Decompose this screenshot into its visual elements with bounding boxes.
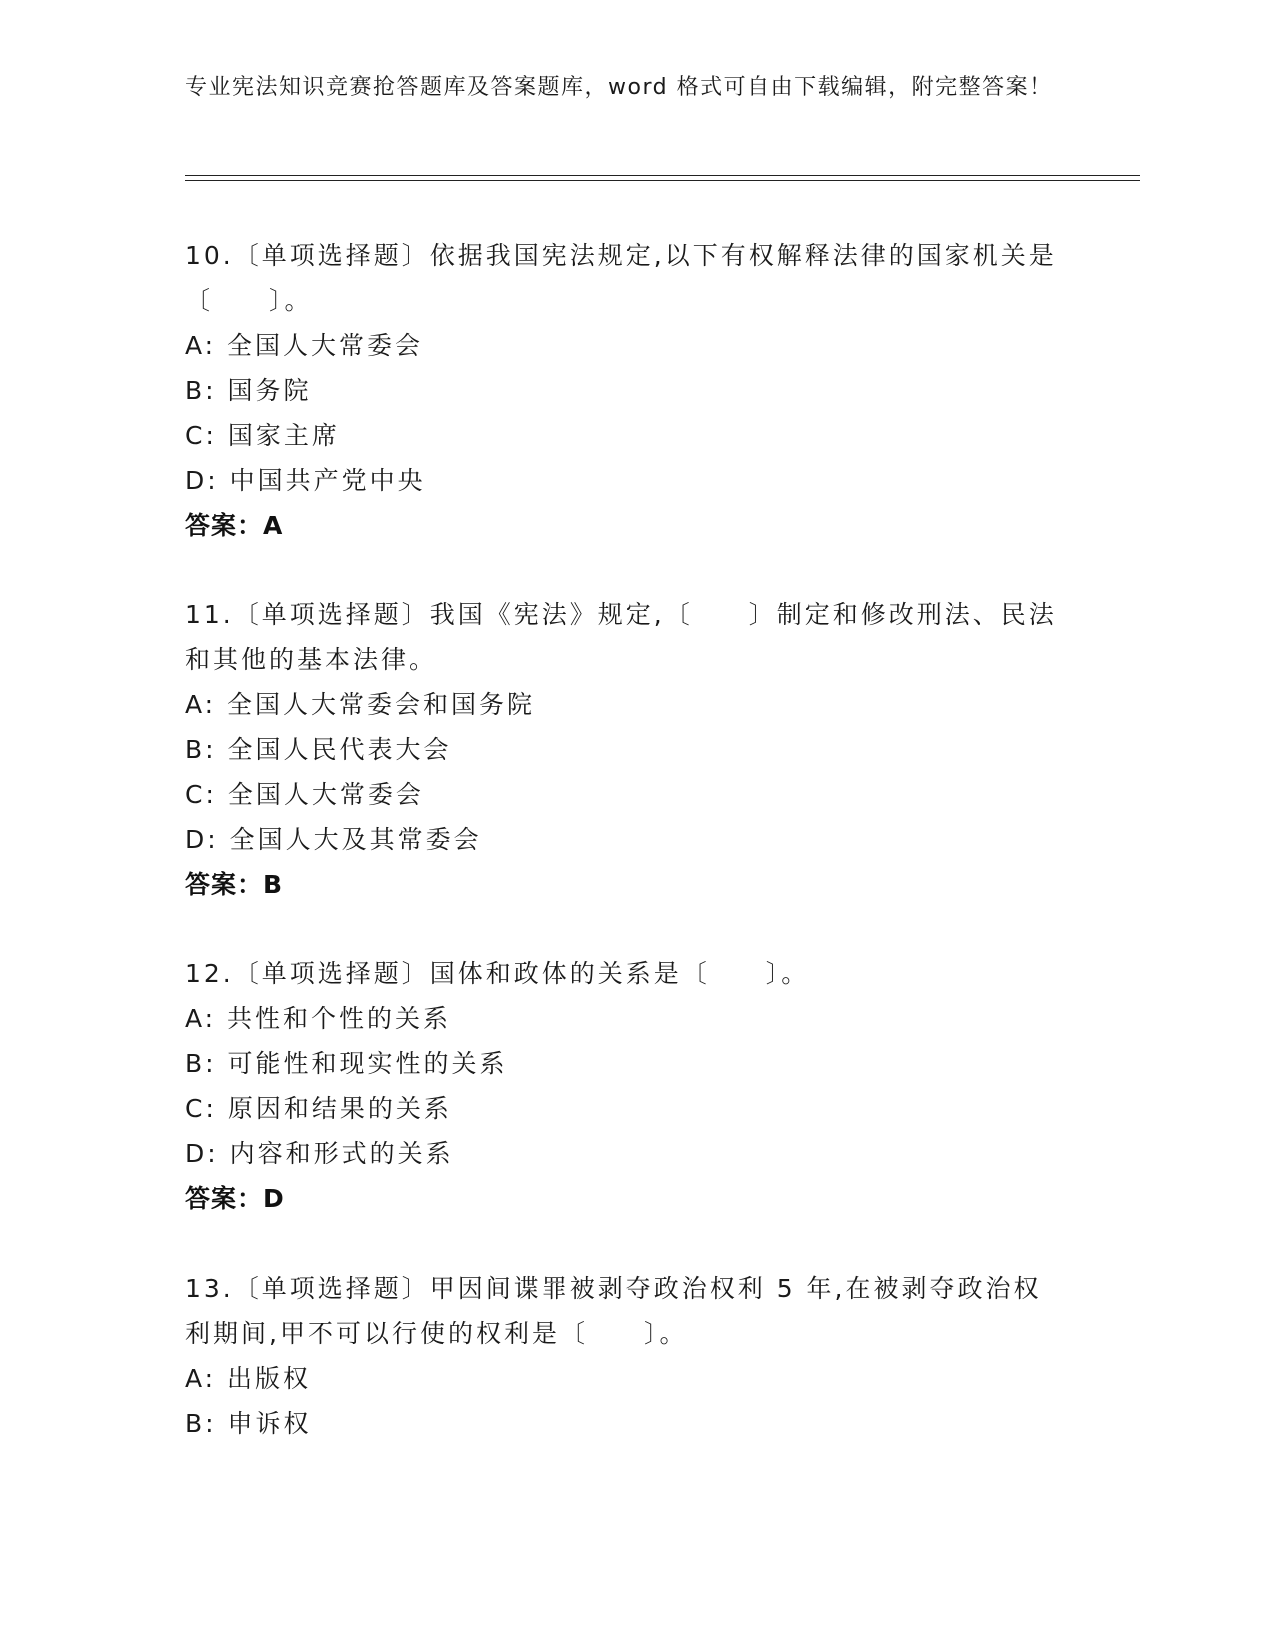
question-11 [185,592,1065,907]
option-b: B: 申诉权 [185,1409,312,1438]
question-stem: 10.〔单项选择题〕依据我国宪法规定,以下有权解释法律的国家机关是〔 〕。 [185,241,1057,315]
option-b: B: 国务院 [185,376,312,405]
option-d: D: 全国人大及其常委会 [185,825,482,854]
option-a: A: 全国人大常委会和国务院 [185,690,536,719]
option-d: D: 中国共产党中央 [185,466,426,495]
option-b: B: 可能性和现实性的关系 [185,1049,508,1078]
answer: 答案：A [185,511,284,540]
option-a: A: 出版权 [185,1364,312,1393]
question-12 [185,951,1065,1221]
option-a: A: 共性和个性的关系 [185,1004,452,1033]
header-divider-bottom [185,180,1140,181]
header-divider-top [185,175,1140,176]
page-title: 专业宪法知识竞赛抢答题库及答案题库，word 格式可自由下载编辑，附完整答案！ [185,75,1053,100]
question-stem: 12.〔单项选择题〕国体和政体的关系是〔 〕。 [185,959,810,988]
option-c: C: 国家主席 [185,421,340,450]
option-c: C: 原因和结果的关系 [185,1094,452,1123]
question-stem: 11.〔单项选择题〕我国《宪法》规定,〔 〕制定和修改刑法、民法和其他的基本法律。 [185,600,1057,674]
question-stem: 13.〔单项选择题〕甲因间谍罪被剥夺政治权利 5 年,在被剥夺政治权利期间,甲不可以行使的权利是〔 〕。 [185,1274,1042,1348]
question-13 [185,1266,1065,1446]
answer: 答案：B [185,870,284,899]
option-d: D: 内容和形式的关系 [185,1139,454,1168]
option-a: A: 全国人大常委会 [185,331,424,360]
question-10 [185,233,1065,548]
answer: 答案：D [185,1184,285,1213]
option-c: C: 全国人大常委会 [185,780,424,809]
option-b: B: 全国人民代表大会 [185,735,452,764]
